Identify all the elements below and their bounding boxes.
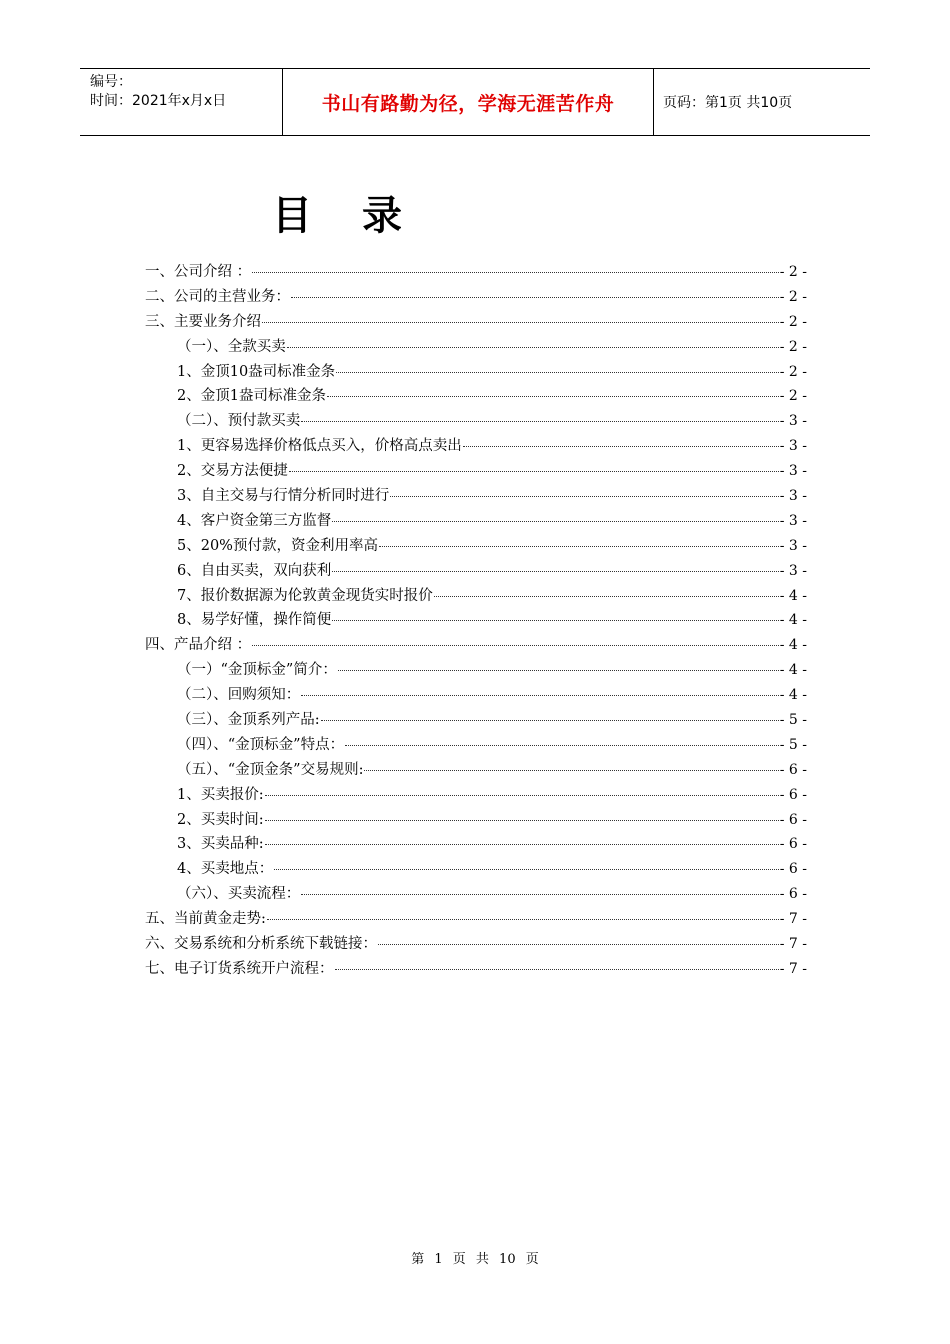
toc-dot-leader — [338, 670, 779, 671]
toc-dot-leader — [379, 546, 779, 547]
toc-dot-leader — [252, 272, 779, 273]
toc-entry-page: - 6 - — [779, 861, 807, 878]
toc-entry[interactable] — [145, 957, 807, 982]
toc-dot-leader — [274, 869, 778, 870]
toc-entry-label: 1、金顶10盎司标准金条 — [177, 363, 336, 380]
toc-entry[interactable] — [145, 509, 807, 534]
table-of-contents — [145, 260, 807, 982]
toc-entry-page: - 4 - — [779, 637, 807, 654]
toc-entry-page: - 3 - — [779, 438, 807, 455]
toc-dot-leader — [364, 770, 778, 771]
toc-entry-label: 4、买卖地点： — [177, 861, 274, 878]
toc-entry-page: - 6 - — [779, 786, 807, 803]
header-motto: 书山有路勤为径，学海无涯苦作舟 — [321, 92, 615, 115]
toc-entry[interactable] — [145, 658, 807, 683]
toc-entry[interactable] — [145, 335, 807, 360]
toc-entry[interactable] — [145, 434, 807, 459]
toc-entry-page: - 3 - — [779, 512, 807, 529]
toc-dot-leader — [301, 894, 778, 895]
toc-dot-leader — [267, 919, 779, 920]
header-page-info: 页码：第1页 共10页 — [663, 95, 793, 111]
toc-dot-leader — [390, 496, 778, 497]
toc-entry-label: 3、买卖品种: — [177, 836, 264, 853]
toc-dot-leader — [332, 620, 778, 621]
toc-entry[interactable] — [145, 584, 807, 609]
toc-entry[interactable] — [145, 733, 807, 758]
toc-dot-leader — [265, 844, 779, 845]
toc-entry-label: 7、报价数据源为伦敦黄金现货实时报价 — [177, 587, 433, 604]
toc-entry-label: （一）“金顶标金”简介： — [177, 662, 337, 679]
toc-entry-page: - 7 - — [779, 911, 807, 928]
toc-entry-label: 五、当前黄金走势: — [145, 911, 266, 928]
toc-entry[interactable] — [145, 285, 807, 310]
toc-entry-page: - 2 - — [779, 338, 807, 355]
toc-entry[interactable] — [145, 633, 807, 658]
toc-entry-page: - 2 - — [779, 264, 807, 280]
page-header — [80, 68, 870, 136]
toc-entry-page: - 3 - — [779, 413, 807, 430]
toc-entry-label: 2、买卖时间: — [177, 811, 264, 828]
toc-entry-label: （四）、“金顶标金”特点： — [177, 736, 345, 753]
toc-dot-leader — [291, 297, 779, 298]
toc-entry[interactable] — [145, 832, 807, 857]
toc-entry[interactable] — [145, 360, 807, 385]
header-meta — [80, 69, 282, 135]
toc-entry[interactable] — [145, 783, 807, 808]
toc-entry-label: 1、买卖报价: — [177, 786, 264, 803]
toc-entry-label: 5、20%预付款，资金利用率高 — [177, 537, 378, 554]
toc-entry[interactable] — [145, 932, 807, 957]
toc-entry[interactable] — [145, 758, 807, 783]
toc-entry[interactable] — [145, 708, 807, 733]
toc-entry[interactable] — [145, 260, 807, 285]
toc-dot-leader — [332, 521, 778, 522]
toc-entry-label: 3、自主交易与行情分析同时进行 — [177, 488, 390, 505]
toc-entry-label: 四、产品介绍 ： — [145, 637, 252, 654]
toc-entry-label: 2、金顶1盎司标准金条 — [177, 388, 326, 405]
toc-entry-label: 6、自由买卖，双向获利 — [177, 562, 332, 579]
toc-entry[interactable] — [145, 808, 807, 833]
toc-entry-page: - 3 - — [779, 488, 807, 505]
toc-dot-leader — [265, 820, 779, 821]
toc-dot-leader — [335, 969, 779, 970]
toc-entry-page: - 6 - — [779, 886, 807, 903]
toc-dot-leader — [287, 347, 779, 348]
toc-dot-leader — [434, 596, 779, 597]
toc-entry[interactable] — [145, 459, 807, 484]
toc-entry-page: - 2 - — [779, 313, 807, 330]
toc-dot-leader — [327, 396, 779, 397]
toc-entry-page: - 5 - — [779, 712, 807, 729]
toc-entry[interactable] — [145, 484, 807, 509]
toc-dot-leader — [332, 571, 778, 572]
toc-dot-leader — [289, 471, 779, 472]
toc-entry-page: - 2 - — [779, 363, 807, 380]
toc-entry-label: 三、主要业务介绍 — [145, 313, 261, 330]
toc-entry-page: - 6 - — [779, 761, 807, 778]
toc-entry-page: - 7 - — [779, 936, 807, 953]
toc-entry[interactable] — [145, 409, 807, 434]
toc-entry-label: 七、电子订货系统开户流程： — [145, 960, 334, 977]
toc-entry-page: - 5 - — [779, 736, 807, 753]
toc-entry-label: （二）、回购须知： — [177, 687, 301, 704]
toc-dot-leader — [336, 372, 779, 373]
toc-dot-leader — [262, 322, 779, 323]
toc-entry-label: （六）、买卖流程： — [177, 886, 301, 903]
toc-entry-label: （二）、预付款买卖 — [177, 413, 301, 430]
toc-entry[interactable] — [145, 683, 807, 708]
toc-entry-page: - 3 - — [779, 463, 807, 480]
toc-dot-leader — [345, 745, 779, 746]
toc-entry-label: 2、交易方法便捷 — [177, 463, 288, 480]
toc-dot-leader — [301, 695, 778, 696]
toc-entry-page: - 2 - — [779, 288, 807, 305]
toc-entry-label: （一）、全款买卖 — [177, 338, 286, 355]
toc-entry-label: 一、公司介绍 ： — [145, 264, 252, 280]
toc-dot-leader — [301, 421, 778, 422]
toc-entry[interactable] — [145, 534, 807, 559]
toc-entry-label: （五）、“金顶金条”交易规则: — [177, 761, 364, 778]
toc-entry-label: 1、更容易选择价格低点买入，价格高点卖出 — [177, 438, 462, 455]
toc-entry-label: 4、客户资金第三方监督 — [177, 512, 332, 529]
toc-entry-label: （三）、金顶系列产品: — [177, 712, 320, 729]
toc-entry-page: - 6 - — [779, 811, 807, 828]
toc-entry[interactable] — [145, 384, 807, 409]
toc-entry-page: - 6 - — [779, 836, 807, 853]
toc-entry-label: 8、易学好懂，操作简便 — [177, 612, 332, 629]
toc-dot-leader — [378, 944, 779, 945]
toc-entry-page: - 4 - — [779, 587, 807, 604]
toc-entry-label: 六、交易系统和分析系统下载链接： — [145, 936, 377, 953]
toc-entry-page: - 4 - — [779, 687, 807, 704]
toc-entry-page: - 4 - — [779, 662, 807, 679]
toc-entry[interactable] — [145, 857, 807, 882]
toc-entry-page: - 2 - — [779, 388, 807, 405]
toc-entry[interactable] — [145, 907, 807, 932]
toc-dot-leader — [321, 720, 779, 721]
toc-entry-label: 二、公司的主营业务： — [145, 288, 290, 305]
toc-entry[interactable] — [145, 310, 807, 335]
toc-entry-page: - 3 - — [779, 562, 807, 579]
toc-dot-leader — [463, 446, 779, 447]
toc-dot-leader — [252, 645, 779, 646]
header-page-info-cell — [654, 69, 870, 135]
page-footer: 第 1 页 共 10 页 — [411, 1252, 539, 1267]
toc-entry-page: - 7 - — [779, 960, 807, 977]
toc-entry[interactable] — [145, 608, 807, 633]
toc-title: 目录 — [272, 193, 452, 239]
toc-entry[interactable] — [145, 559, 807, 584]
document-date: 时间：2021年x月x日 — [90, 93, 227, 109]
toc-dot-leader — [265, 795, 779, 796]
toc-entry-page: - 3 - — [779, 537, 807, 554]
document-number-label: 编号： — [90, 74, 132, 90]
toc-entry-page: - 4 - — [779, 612, 807, 629]
header-motto-cell — [282, 69, 654, 135]
toc-entry[interactable] — [145, 882, 807, 907]
